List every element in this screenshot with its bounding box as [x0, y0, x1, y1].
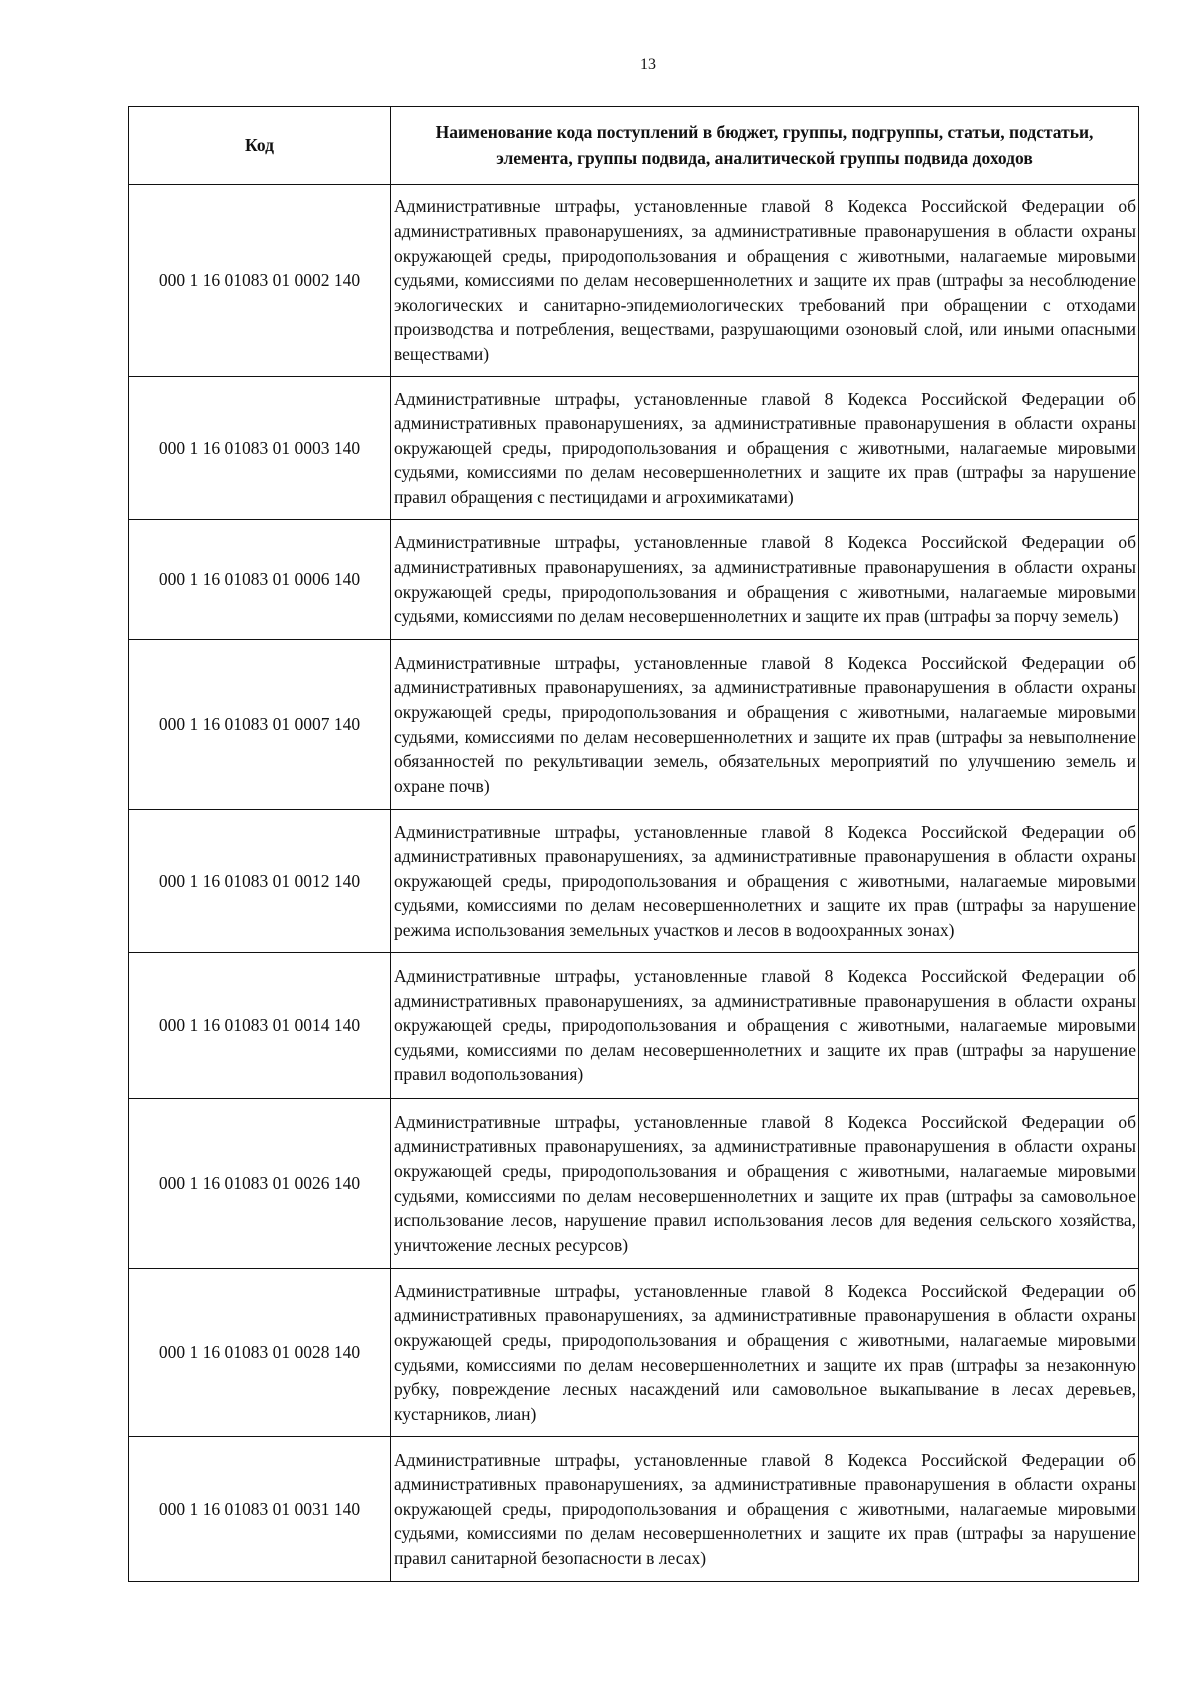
table-row	[129, 185, 1139, 377]
row-description: Административные штрафы, установленные главой 8 Кодекса Российской Федерации об административных правонарушениях, за административные правонарушения в области охраны окружающей среды, природопользования и обращения с животными, налагаемые мировыми судьями, комиссиями по делам несовершеннолетних и защите их прав (штрафы за самовольное использование лесов, нарушение правил использования лесов для ведения сельского хозяйства, уничтожение лесных ресурсов)	[391, 1099, 1139, 1269]
header-code: Код	[129, 107, 391, 185]
table-row	[129, 953, 1139, 1099]
page-number: 13	[640, 56, 656, 73]
table-row	[129, 1269, 1139, 1437]
row-code: 000 1 16 01083 01 0028 140	[129, 1269, 391, 1437]
row-description: Административные штрафы, установленные главой 8 Кодекса Российской Федерации об административных правонарушениях, за административные правонарушения в области охраны окружающей среды, природопользования и обращения с животными, налагаемые мировыми судьями, комиссиями по делам несовершеннолетних и защите их прав (штрафы за нарушение правил санитарной безопасности в лесах)	[391, 1437, 1139, 1582]
header-name: Наименование кода поступлений в бюджет, группы, подгруппы, статьи, подстатьи, элемента, группы подвида, аналитической группы подвида доходов	[391, 107, 1139, 185]
table-row	[129, 1437, 1139, 1582]
revenue-codes-table	[128, 106, 1139, 1582]
table-row	[129, 810, 1139, 953]
row-description: Административные штрафы, установленные главой 8 Кодекса Российской Федерации об административных правонарушениях, за административные правонарушения в области охраны окружающей среды, природопользования и обращения с животными, налагаемые мировыми судьями, комиссиями по делам несовершеннолетних и защите их прав (штрафы за порчу земель)	[391, 520, 1139, 640]
row-code: 000 1 16 01083 01 0003 140	[129, 377, 391, 520]
row-description: Административные штрафы, установленные главой 8 Кодекса Российской Федерации об административных правонарушениях, за административные правонарушения в области охраны окружающей среды, природопользования и обращения с животными, налагаемые мировыми судьями, комиссиями по делам несовершеннолетних и защите их прав (штрафы за нарушение правил обращения с пестицидами и агрохимикатами)	[391, 377, 1139, 520]
row-code: 000 1 16 01083 01 0012 140	[129, 810, 391, 953]
row-code: 000 1 16 01083 01 0002 140	[129, 185, 391, 377]
row-description: Административные штрафы, установленные главой 8 Кодекса Российской Федерации об административных правонарушениях, за административные правонарушения в области охраны окружающей среды, природопользования и обращения с животными, налагаемые мировыми судьями, комиссиями по делам несовершеннолетних и защите их прав (штрафы за нарушение правил водопользования)	[391, 953, 1139, 1099]
row-code: 000 1 16 01083 01 0007 140	[129, 640, 391, 810]
row-code: 000 1 16 01083 01 0026 140	[129, 1099, 391, 1269]
table-row	[129, 640, 1139, 810]
row-code: 000 1 16 01083 01 0006 140	[129, 520, 391, 640]
table-header-row	[129, 107, 1139, 185]
row-description: Административные штрафы, установленные главой 8 Кодекса Российской Федерации об административных правонарушениях, за административные правонарушения в области охраны окружающей среды, природопользования и обращения с животными, налагаемые мировыми судьями, комиссиями по делам несовершеннолетних и защите их прав (штрафы за несоблюдение экологических и санитарно-эпидемиологических требований при обращении с отходами производства и потребления, веществами, разрушающими озоновый слой, или иными опасными веществами)	[391, 185, 1139, 377]
row-description: Административные штрафы, установленные главой 8 Кодекса Российской Федерации об административных правонарушениях, за административные правонарушения в области охраны окружающей среды, природопользования и обращения с животными, налагаемые мировыми судьями, комиссиями по делам несовершеннолетних и защите их прав (штрафы за незаконную рубку, повреждение лесных насаждений или самовольное выкапывание в лесах деревьев, кустарников, лиан)	[391, 1269, 1139, 1437]
table-row	[129, 520, 1139, 640]
row-code: 000 1 16 01083 01 0014 140	[129, 953, 391, 1099]
row-description: Административные штрафы, установленные главой 8 Кодекса Российской Федерации об административных правонарушениях, за административные правонарушения в области охраны окружающей среды, природопользования и обращения с животными, налагаемые мировыми судьями, комиссиями по делам несовершеннолетних и защите их прав (штрафы за нарушение режима использования земельных участков и лесов в водоохранных зонах)	[391, 810, 1139, 953]
row-code: 000 1 16 01083 01 0031 140	[129, 1437, 391, 1582]
table-row	[129, 1099, 1139, 1269]
row-description: Административные штрафы, установленные главой 8 Кодекса Российской Федерации об административных правонарушениях, за административные правонарушения в области охраны окружающей среды, природопользования и обращения с животными, налагаемые мировыми судьями, комиссиями по делам несовершеннолетних и защите их прав (штрафы за невыполнение обязанностей по рекультивации земель, обязательных мероприятий по улучшению земель и охране почв)	[391, 640, 1139, 810]
table-row	[129, 377, 1139, 520]
